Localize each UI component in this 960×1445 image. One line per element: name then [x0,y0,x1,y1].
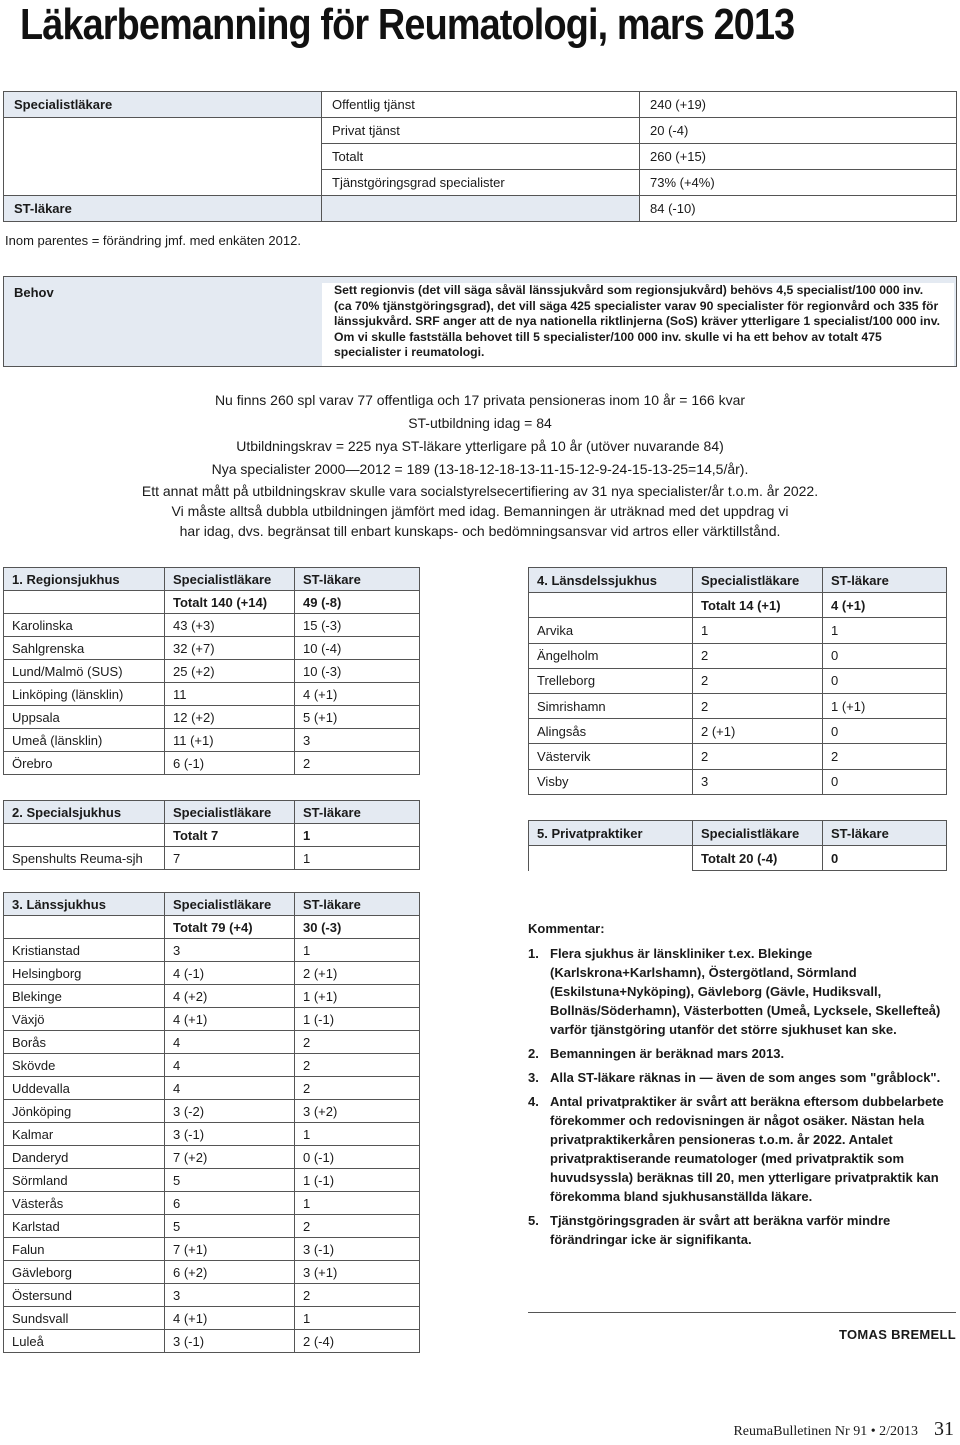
comments-section [528,919,953,1254]
table-cell [529,846,693,871]
table-cell: 5 (+1) [295,706,420,729]
table-cell: Alingsås [529,719,693,744]
table-cell: 4 (+1) [165,1008,295,1031]
table-cell: Borås [4,1031,165,1054]
table-row [4,637,420,660]
table-header-row [529,821,947,846]
summary-paragraph [0,389,960,541]
table-cell: 3 [165,1284,295,1307]
table-cell: Skövde [4,1054,165,1077]
table-cell: 2 [295,752,420,775]
table-row [4,985,420,1008]
table-cell: Gävleborg [4,1261,165,1284]
comment-number: 1. [528,946,539,961]
summary-row [4,170,957,196]
table-row [529,744,947,769]
table-cell: Karolinska [4,614,165,637]
table-row [4,729,420,752]
table-header-row [529,568,947,593]
table-cell: Specialistläkare [165,568,295,591]
table-header-row [4,801,420,824]
table-cell: Karlstad [4,1215,165,1238]
table-cell: 2 [295,1284,420,1307]
table-row [529,668,947,693]
table-cell: 43 (+3) [165,614,295,637]
table-cell: 3 [295,729,420,752]
table-row [529,693,947,718]
table-cell: Kalmar [4,1123,165,1146]
table-cell: 3 (+2) [295,1100,420,1123]
table-cell: 1 [295,939,420,962]
table-cell: Sundsvall [4,1307,165,1330]
table-cell: 30 (-3) [295,916,420,939]
table-cell: Sahlgrenska [4,637,165,660]
table-cell: 0 (-1) [295,1146,420,1169]
table-cell: 3 (-1) [165,1330,295,1353]
table-row [4,1054,420,1077]
summary-row [4,92,957,118]
table-cell: 7 (+2) [165,1146,295,1169]
table-row [4,847,420,870]
lansdelssjukhus-table [528,567,947,795]
table-cell: 12 (+2) [165,706,295,729]
summary-cell [4,118,322,144]
paragraph-line: Nu finns 260 spl varav 77 offentliga och 17 privata pensioneras inom 10 år = 166 kvar [214,392,746,408]
summary-cell: Offentlig tjänst [322,92,640,118]
table-total-row [529,593,947,618]
table-cell: 1 (+1) [295,985,420,1008]
table-cell: 5 [165,1215,295,1238]
table-cell: 2 [693,744,823,769]
table-cell: Lund/Malmö (SUS) [4,660,165,683]
table-cell: 4 (+1) [295,683,420,706]
table-cell: Spenshults Reuma-sjh [4,847,165,870]
table-cell: 2 [693,693,823,718]
table-cell: 49 (-8) [295,591,420,614]
table-cell: 2 (+1) [693,719,823,744]
comment-item [528,1044,953,1063]
table-row [529,719,947,744]
summary-cell [4,144,322,170]
table-row [4,660,420,683]
table-cell: Specialistläkare [693,821,823,846]
table-cell: 6 [165,1192,295,1215]
table-cell: 4 [165,1077,295,1100]
table-cell: 2 [295,1054,420,1077]
table-row [529,618,947,643]
table-cell: ST-läkare [823,568,947,593]
table-header-row [4,568,420,591]
comment-number: 5. [528,1213,539,1228]
table-cell [4,824,165,847]
table-cell: Blekinge [4,985,165,1008]
table-cell: Totalt 140 (+14) [165,591,295,614]
table-row [4,1284,420,1307]
table-cell: ST-läkare [295,801,420,824]
table-cell: 2 (-4) [295,1330,420,1353]
table-cell: 3 [165,939,295,962]
table-row [529,769,947,794]
divider [528,1312,956,1313]
table-cell: Totalt 14 (+1) [693,593,823,618]
summary-cell: Specialistläkare [4,92,322,118]
table-row [4,1169,420,1192]
comment-text: Alla ST-läkare räknas in — även de som anges som "gråblock". [550,1070,941,1085]
table-cell: 0 [823,643,947,668]
paragraph-line: Ett annat mått på utbildningskrav skulle vara socialstyrelsecertifiering av 31 nya specialister/år t.o.m. år 2022. [141,483,819,499]
table-row [4,1307,420,1330]
behov-text: Sett regionvis (det vill säga såväl länssjukvård som regionsjukvård) behövs 4,5 specialist/100 000 inv. (ca 70% tjänstgöringsgrad), det vill säga 425 specialister varav 90 specialister för regionvård och 335 för länssjukvård. SRF anger att de nya nationella riktlinjerna (SoS) kräver ytterligare 1 specialist/100 000 inv. Om vi skulle fastställa behovet till 5 specialister/100 000 inv. skulle vi ha ett behov av totalt 475 specialister i reumatologi. [322,283,954,366]
summary-cell [322,196,640,222]
table-cell: Totalt 79 (+4) [165,916,295,939]
table-cell: 0 [823,719,947,744]
table-cell: 2 (+1) [295,962,420,985]
table-cell: 1 [693,618,823,643]
table-cell: 4 (+1) [823,593,947,618]
table-cell: 2 [823,744,947,769]
table-cell: 1 [295,1307,420,1330]
table-row [4,1146,420,1169]
comments-list [528,944,953,1249]
table-cell: 15 (-3) [295,614,420,637]
table-cell: Jönköping [4,1100,165,1123]
table-total-row [529,846,947,871]
comments-heading: Kommentar: [528,921,605,936]
comment-text: Bemanningen är beräknad mars 2013. [550,1046,785,1061]
table-cell: Västervik [529,744,693,769]
table-cell: Trelleborg [529,668,693,693]
table-cell: 2 [693,668,823,693]
table-cell: Specialistläkare [165,893,295,916]
table-cell: 1 [823,618,947,643]
summary-cell: Privat tjänst [322,118,640,144]
table-cell: 0 [823,846,947,871]
table-cell: 11 (+1) [165,729,295,752]
paragraph-line: Nya specialister 2000—2012 = 189 (13-18-12-18-13-11-15-12-9-24-15-13-25=14,5/år). [211,461,749,477]
lanssjukhus-table [3,892,420,1353]
table-cell: 1. Regionsjukhus [4,568,165,591]
table-cell: 3 (+1) [295,1261,420,1284]
paragraph-line: Vi måste alltså dubbla utbildningen jämfört med idag. Bemanningen är uträknad med det uppdrag vi [171,503,789,519]
summary-cell: 240 (+19) [640,92,957,118]
comment-number: 2. [528,1046,539,1061]
table-cell [529,593,693,618]
table-cell: ST-läkare [823,821,947,846]
table-cell: 3 [693,769,823,794]
table-row [4,1238,420,1261]
table-cell: 4 [165,1054,295,1077]
table-cell: 32 (+7) [165,637,295,660]
table-cell: Kristianstad [4,939,165,962]
table-cell: 1 (-1) [295,1008,420,1031]
table-cell: Simrishamn [529,693,693,718]
table-cell: 3. Länssjukhus [4,893,165,916]
table-cell: 4 (+2) [165,985,295,1008]
table-cell: 4 (+1) [165,1307,295,1330]
paragraph-line: Utbildningskrav = 225 nya ST-läkare ytterligare på 10 år (utöver nuvarande 84) [236,438,724,454]
table-row [4,614,420,637]
table-cell: Specialistläkare [693,568,823,593]
summary-cell: Totalt [322,144,640,170]
page-title: Läkarbemanning för Reumatologi, mars 2013 [20,0,795,49]
table-cell: ST-läkare [295,568,420,591]
table-row [4,1261,420,1284]
table-row [4,1008,420,1031]
table-cell: 1 [295,1192,420,1215]
table-row [4,939,420,962]
table-cell: 3 (-2) [165,1100,295,1123]
table-cell: Totalt 20 (-4) [693,846,823,871]
table-cell: Danderyd [4,1146,165,1169]
table-total-row [4,824,420,847]
table-cell: Uppsala [4,706,165,729]
behov-box [3,276,957,367]
table-cell: 10 (-3) [295,660,420,683]
table-cell: 4 (-1) [165,962,295,985]
privatpraktiker-table [528,820,947,871]
summary-row [4,196,957,222]
table-cell: Specialistläkare [165,801,295,824]
summary-table [3,91,957,222]
table-cell: 4 [165,1031,295,1054]
table-cell: 6 (-1) [165,752,295,775]
table-cell: Visby [529,769,693,794]
table-total-row [4,916,420,939]
comment-item [528,1092,953,1206]
summary-cell [4,170,322,196]
author-name: TOMAS BREMELL [838,1327,956,1342]
table-row [4,962,420,985]
paragraph-line: ST-utbildning idag = 84 [408,415,552,431]
table-cell [4,916,165,939]
table-cell: Ängelholm [529,643,693,668]
table-cell: 1 [295,1123,420,1146]
comment-text: Tjänstgöringsgraden är svårt att beräkna varför mindre förändringar icke är signifikanta. [550,1213,891,1247]
comment-item [528,1068,953,1087]
summary-cell: 20 (-4) [640,118,957,144]
table-cell: 1 [295,824,420,847]
table-row [4,752,420,775]
table-row [4,683,420,706]
table-row [4,1031,420,1054]
comment-number: 4. [528,1094,539,1109]
table-cell [4,591,165,614]
table-cell: 7 [165,847,295,870]
summary-cell: ST-läkare [4,196,322,222]
table-row [4,706,420,729]
comment-number: 3. [528,1070,539,1085]
comment-text: Flera sjukhus är länskliniker t.ex. Blekinge (Karlskrona+Karlshamn), Östergötland, Sörmland (Eskilstuna+Nyköping), Gävleborg (Gävle, Hudiksvall, Bollnäs/Söderhamn), Västerbotten (Umeå, Lycksele, Skellefteå) varför tjänstgöring utanför det större sjukhuset kan ske. [550,946,941,1037]
table-header-row [4,893,420,916]
table-cell: 25 (+2) [165,660,295,683]
table-cell: Helsingborg [4,962,165,985]
table-cell: 4. Länsdelssjukhus [529,568,693,593]
publication-name: ReumaBulletinen Nr 91 • 2/2013 [733,1424,918,1439]
table-cell: Västerås [4,1192,165,1215]
table-row [4,1123,420,1146]
table-cell: 2 [295,1031,420,1054]
summary-cell: 84 (-10) [640,196,957,222]
change-note: Inom parentes = förändring jmf. med enkäten 2012. [5,233,301,248]
table-cell: 1 (-1) [295,1169,420,1192]
table-cell: 0 [823,769,947,794]
table-cell: Arvika [529,618,693,643]
table-cell: 2 [295,1077,420,1100]
table-cell: 2 [295,1215,420,1238]
table-cell: 1 [295,847,420,870]
summary-cell: Tjänstgöringsgrad specialister [322,170,640,196]
table-row [4,1100,420,1123]
table-cell: ST-läkare [295,893,420,916]
table-total-row [4,591,420,614]
table-row [4,1215,420,1238]
table-cell: 5 [165,1169,295,1192]
summary-cell: 73% (+4%) [640,170,957,196]
summary-row [4,118,957,144]
table-cell: 2. Specialsjukhus [4,801,165,824]
table-cell: Sörmland [4,1169,165,1192]
paragraph-line: har idag, dvs. begränsat till enbart kunskaps- och bedömningsansvar vid artros eller värktillstånd. [179,523,781,539]
table-cell: Växjö [4,1008,165,1031]
table-row [4,1330,420,1353]
behov-label: Behov [14,285,54,300]
table-cell: 0 [823,668,947,693]
table-cell: 5. Privatpraktiker [529,821,693,846]
summary-row [4,144,957,170]
comment-item [528,1211,953,1249]
table-cell: 3 (-1) [295,1238,420,1261]
summary-cell: 260 (+15) [640,144,957,170]
table-cell: Totalt 7 [165,824,295,847]
table-cell: 6 (+2) [165,1261,295,1284]
specialsjukhus-table [3,800,420,870]
table-row [4,1192,420,1215]
table-cell: 1 (+1) [823,693,947,718]
table-cell: Falun [4,1238,165,1261]
regionsjukhus-table [3,567,420,775]
table-cell: Uddevalla [4,1077,165,1100]
table-cell: Umeå (länsklin) [4,729,165,752]
table-cell: Örebro [4,752,165,775]
page-footer [733,1418,954,1441]
table-cell: 7 (+1) [165,1238,295,1261]
comment-item [528,944,953,1039]
table-row [529,643,947,668]
table-cell: Luleå [4,1330,165,1353]
table-cell: 11 [165,683,295,706]
comment-text: Antal privatpraktiker är svårt att beräkna eftersom dubbelarbete förekommer och redovisningen är något osäker. Nästan hela privatpraktikerkåren pensioneras t.o.m. år 2022. Antalet privatpraktiserande reumatologer (med privatpraktik som huvudsyssla) beräknas till 20, men ytterligare privatpraktik kan förekomma bland sjukhusanställda läkare. [550,1094,944,1204]
table-cell: Östersund [4,1284,165,1307]
page-number: 31 [934,1418,954,1440]
table-cell: 10 (-4) [295,637,420,660]
table-cell: 2 [693,643,823,668]
table-cell: Linköping (länsklin) [4,683,165,706]
table-row [4,1077,420,1100]
table-cell: 3 (-1) [165,1123,295,1146]
